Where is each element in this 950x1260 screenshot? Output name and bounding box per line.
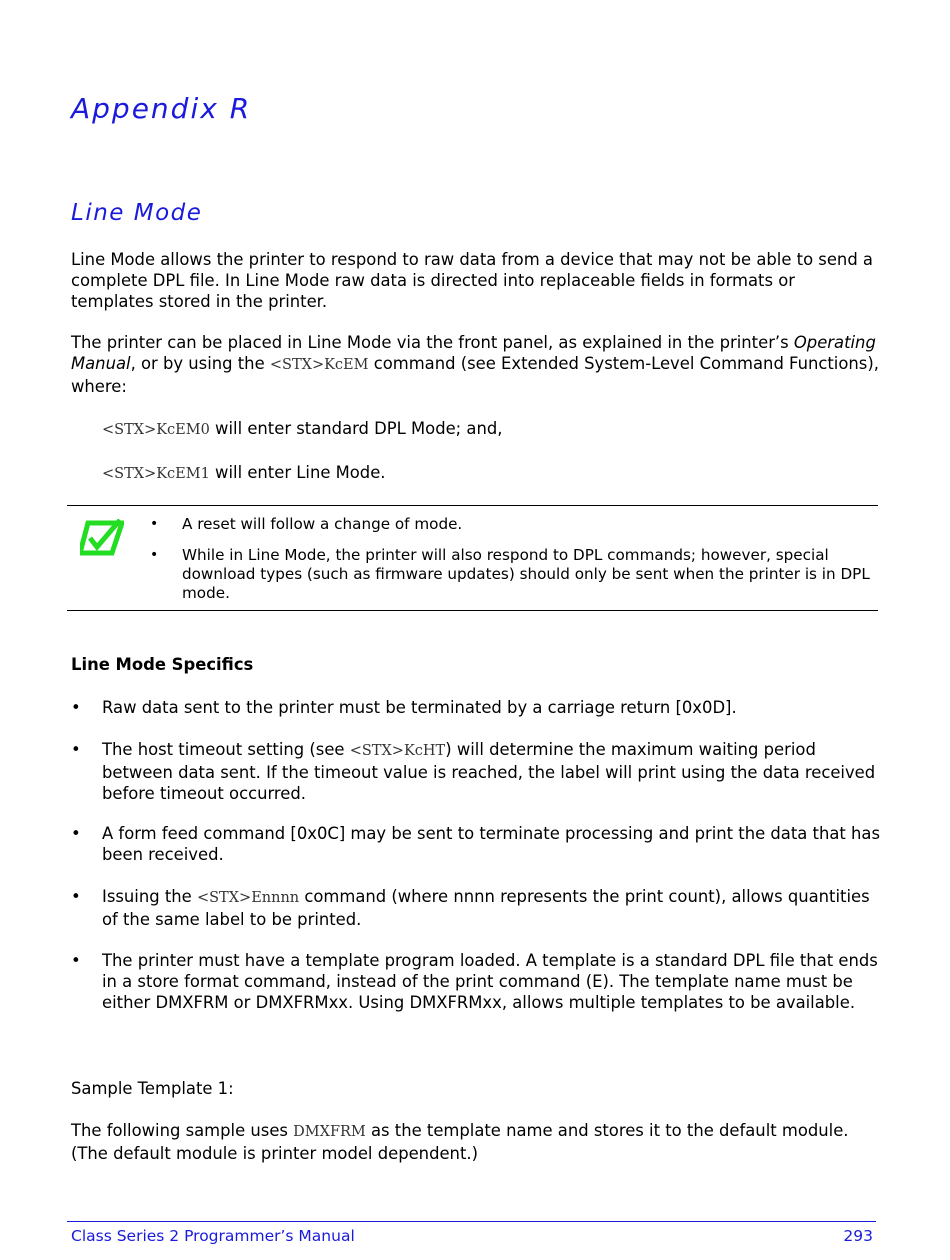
operating-manual-ref: Operating Manual	[71, 333, 876, 373]
sample-text: as the template name and stores it to the default module. (The default module is printer model dependent.)	[71, 1121, 849, 1163]
footer-rule	[67, 1221, 876, 1222]
check-note-icon	[80, 519, 124, 557]
item-text: ) will determine the maximum waiting period between data sent. If the timeout value is reached, the label will print using the data received before timeout occurred.	[102, 740, 876, 803]
sample-paragraph	[71, 1120, 881, 1164]
ennnn-command: <STX>Ennnn	[196, 890, 300, 906]
specifics-item: Raw data sent to the printer must be terminated by a carriage return [0x0D].	[102, 698, 737, 717]
item-text: Issuing the	[102, 887, 197, 906]
appendix-title: Appendix R	[71, 92, 252, 125]
kcem-command: <STX>KcEM	[269, 357, 369, 373]
note-item: A reset will follow a change of mode.	[182, 515, 463, 533]
bullet-marker: •	[71, 951, 81, 970]
command-line-linemode	[102, 462, 386, 485]
command-code: <STX>KcEM1	[102, 466, 210, 482]
note-bullet: •	[150, 547, 159, 563]
bullet-marker: •	[71, 824, 81, 843]
specifics-heading: Line Mode Specifics	[71, 655, 254, 674]
specifics-item	[102, 739, 882, 804]
specifics-item: A form feed command [0x0C] may be sent to terminate processing and print the data that has been received.	[102, 824, 881, 864]
note-bullet: •	[150, 516, 159, 532]
bullet-marker: •	[71, 698, 81, 717]
command-code: <STX>KcEM0	[102, 422, 210, 438]
item-text: The host timeout setting (see	[102, 740, 350, 759]
sample-heading: Sample Template 1:	[71, 1079, 234, 1098]
placement-text-2: , or by using the	[130, 354, 270, 373]
kcht-command: <STX>KcHT	[349, 743, 446, 759]
item-text: command (where nnnn represents the print count), allows quantities of the same label to be printed.	[102, 887, 870, 929]
placement-paragraph	[71, 332, 881, 397]
bullet-marker: •	[71, 740, 81, 759]
section-title: Line Mode	[71, 200, 203, 226]
footer-manual-name: Class Series 2 Programmer’s Manual	[71, 1227, 355, 1245]
specifics-item	[102, 886, 882, 930]
bullet-marker: •	[71, 887, 81, 906]
specifics-item: The printer must have a template program loaded. A template is a standard DPL file that ends in a store format command, instead of the print command (E). The template name must be either DMXFRM or DMXFRMxx. Using DMXFRMxx, allows multiple templates to be available.	[102, 951, 878, 1012]
intro-paragraph: Line Mode allows the printer to respond to raw data from a device that may not be able to send a complete DPL file. In Line Mode raw data is directed into replaceable fields in formats or templates stored in the printer.	[71, 250, 873, 311]
template-name: DMXFRM	[293, 1124, 366, 1140]
page-number: 293	[843, 1227, 873, 1245]
note-item: While in Line Mode, the printer will also respond to DPL commands; however, special download types (such as firmware updates) should only be sent when the printer is in DPL mode.	[182, 546, 870, 602]
command-line-dpl	[102, 418, 502, 441]
placement-text-3: command (see Extended System-Level Command Functions), where:	[71, 354, 879, 396]
placement-text-1: The printer can be placed in Line Mode via the front panel, as explained in the printer’s	[71, 333, 794, 352]
command-description: will enter standard DPL Mode; and,	[209, 419, 503, 438]
sample-text: The following sample uses	[71, 1121, 294, 1140]
command-description: will enter Line Mode.	[209, 463, 386, 482]
